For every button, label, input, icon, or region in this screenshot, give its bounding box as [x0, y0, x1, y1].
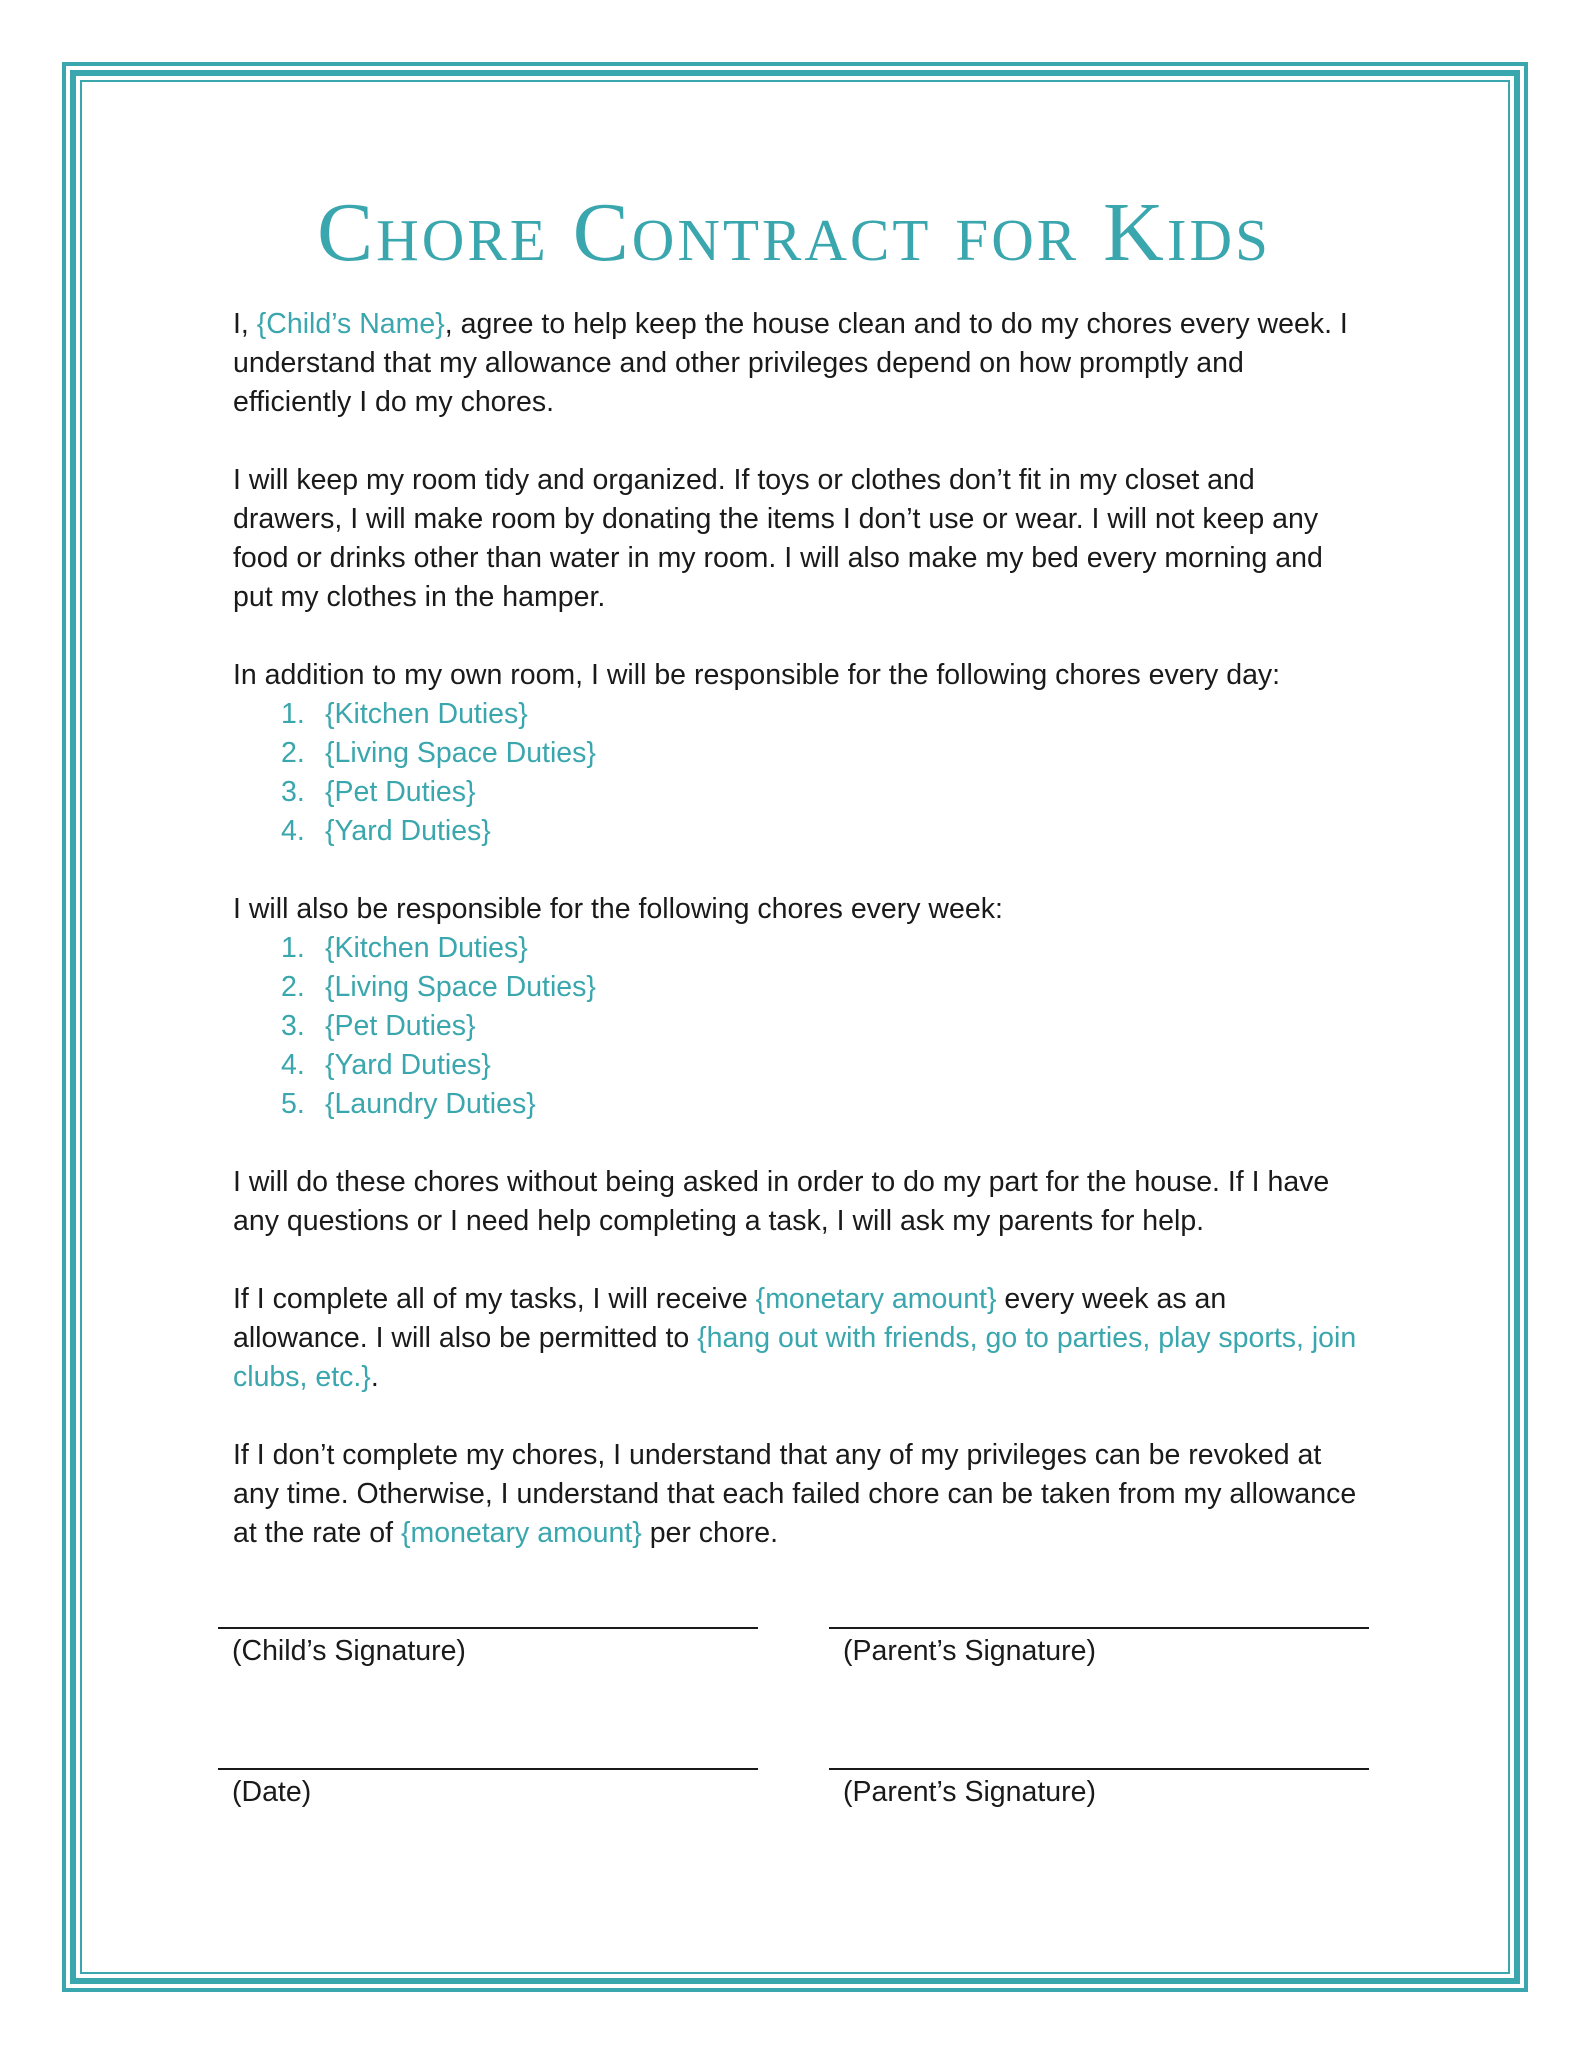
list-item-text: {Pet Duties} — [325, 1010, 476, 1042]
penalty-text-2: per chore. — [641, 1517, 779, 1549]
child-signature-field — [218, 1627, 758, 1669]
list-item — [281, 968, 1363, 1007]
intro-suffix: , agree to help keep the house clean and to do my chores every week. I understand that my allowance and other privileges depend on how promptly and efficiently I do my chores. — [233, 308, 1348, 418]
weekly-chore-list — [233, 929, 1363, 1124]
parent-signature-field-1 — [829, 1627, 1369, 1669]
allowance-text-1: If I complete all of my tasks, I will receive — [233, 1283, 756, 1315]
list-number: 5. — [281, 1088, 305, 1120]
penalty-paragraph — [233, 1436, 1363, 1553]
list-number: 2. — [281, 971, 305, 1003]
list-item — [281, 929, 1363, 968]
list-item — [281, 812, 1363, 851]
child-name-placeholder: {Child’s Name} — [256, 308, 445, 340]
allowance-amount-placeholder: {monetary amount} — [755, 1283, 997, 1315]
date-label: (Date) — [232, 1776, 312, 1808]
contract-body — [233, 305, 1363, 1592]
list-item — [281, 1007, 1363, 1046]
intro-prefix: I, — [233, 308, 257, 340]
list-number: 3. — [281, 776, 305, 808]
list-item-text: {Living Space Duties} — [325, 737, 596, 769]
list-item-text: {Yard Duties} — [325, 815, 491, 847]
parent-signature-label-2: (Parent’s Signature) — [843, 1776, 1096, 1808]
allowance-text-3: . — [370, 1361, 379, 1393]
intro-paragraph — [233, 305, 1363, 422]
privileges-placeholder: {hang out with friends, go to parties, play sports, join clubs, etc.} — [233, 1322, 1357, 1393]
list-item — [281, 695, 1363, 734]
list-item-text: {Living Space Duties} — [325, 971, 596, 1003]
list-number: 3. — [281, 1010, 305, 1042]
date-field — [218, 1768, 758, 1810]
signature-line — [218, 1768, 758, 1770]
penalty-text-1: If I don’t complete my chores, I understand that any of my privileges can be revoked at any time. Otherwise, I understand that each failed chore can be taken from my allowance at the rate of — [233, 1439, 1357, 1549]
allowance-text-2: every week as an allowance. I will also be permitted to — [233, 1283, 1227, 1354]
list-item — [281, 1085, 1363, 1124]
list-item — [281, 773, 1363, 812]
penalty-amount-placeholder: {monetary amount} — [400, 1517, 642, 1549]
list-number: 1. — [281, 698, 305, 730]
list-item-text: {Yard Duties} — [325, 1049, 491, 1081]
list-item-text: {Kitchen Duties} — [325, 932, 528, 964]
child-signature-label: (Child’s Signature) — [232, 1635, 466, 1667]
list-item-text: {Kitchen Duties} — [325, 698, 528, 730]
allowance-paragraph — [233, 1280, 1363, 1397]
unasked-paragraph: I will do these chores without being asked in order to do my part for the house. If I have any questions or I need help completing a task, I will ask my parents for help. — [233, 1166, 1330, 1237]
room-paragraph: I will keep my room tidy and organized. If toys or clothes don’t fit in my closet and drawers, I will make room by donating the items I don’t use or wear. I will not keep any food or drinks other than water in my room. I will also make my bed every morning and put my clothes in the hamper. — [233, 464, 1323, 613]
list-item-text: {Pet Duties} — [325, 776, 476, 808]
daily-intro: In addition to my own room, I will be responsible for the following chores every day: — [233, 659, 1281, 691]
list-item — [281, 1046, 1363, 1085]
daily-chore-list — [233, 695, 1363, 851]
list-number: 4. — [281, 1049, 305, 1081]
signature-line — [829, 1768, 1369, 1770]
list-item — [281, 734, 1363, 773]
parent-signature-field-2 — [829, 1768, 1369, 1810]
weekly-intro: I will also be responsible for the following chores every week: — [233, 893, 1003, 925]
list-number: 4. — [281, 815, 305, 847]
parent-signature-label-1: (Parent’s Signature) — [843, 1635, 1096, 1667]
signature-line — [218, 1627, 758, 1629]
page-title: Chore Contract for Kids — [317, 186, 1271, 279]
list-number: 1. — [281, 932, 305, 964]
list-number: 2. — [281, 737, 305, 769]
signature-line — [829, 1627, 1369, 1629]
list-item-text: {Laundry Duties} — [325, 1088, 536, 1120]
